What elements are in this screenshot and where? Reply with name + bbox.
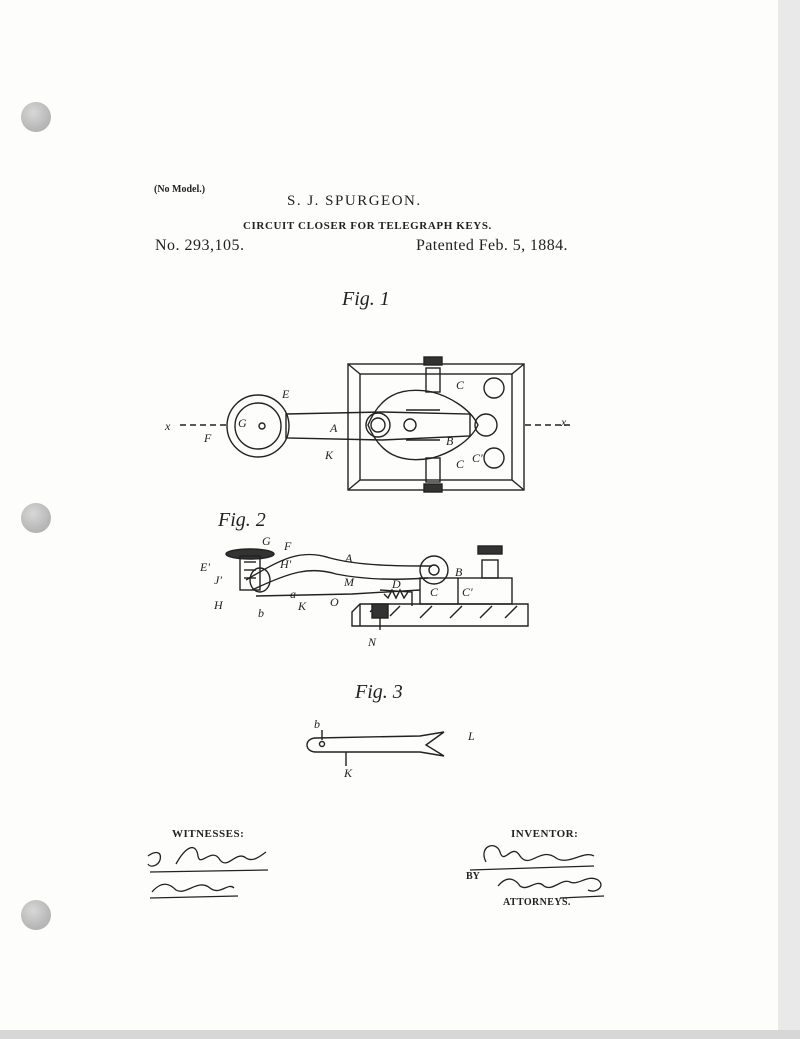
model-note: (No Model.) xyxy=(154,184,206,195)
patent-title: CIRCUIT CLOSER FOR TELEGRAPH KEYS. xyxy=(243,220,492,232)
label-F-fig2: F xyxy=(284,539,292,553)
label-D: D xyxy=(392,577,401,591)
witnesses-label: WITNESSES: xyxy=(172,828,245,840)
label-E-prime: E' xyxy=(200,560,210,574)
figure-2-drawing xyxy=(226,546,528,630)
figure-3-drawing xyxy=(307,730,444,766)
label-C-prime-fig2: C' xyxy=(462,585,473,599)
label-B-fig2: B xyxy=(455,565,463,579)
label-J-prime: J' xyxy=(214,573,222,587)
attorneys-label: ATTORNEYS. xyxy=(503,897,571,908)
label-H-prime: H' xyxy=(280,557,292,571)
label-E: E xyxy=(282,387,290,401)
label-L: L xyxy=(468,729,475,743)
witness-signatures xyxy=(148,848,268,898)
label-C-bottom: C xyxy=(456,457,465,471)
label-K-fig2: K xyxy=(298,599,307,613)
figure-3-caption: Fig. 3 xyxy=(355,681,403,703)
label-b-fig2: b xyxy=(258,606,264,620)
label-G: G xyxy=(238,416,247,430)
label-G-fig2: G xyxy=(262,534,271,548)
figure-1-caption: Fig. 1 xyxy=(342,288,390,310)
by-label: BY xyxy=(466,871,480,882)
label-C-top: C xyxy=(456,378,465,392)
label-B: B xyxy=(446,434,454,448)
label-H: H xyxy=(214,598,223,612)
label-C-prime: C' xyxy=(472,451,483,465)
label-b-fig3: b xyxy=(314,717,320,731)
label-A: A xyxy=(330,421,338,435)
label-C-fig2: C xyxy=(430,585,439,599)
figure-3-labels xyxy=(314,717,475,780)
label-M: M xyxy=(344,575,354,589)
label-K-fig3: K xyxy=(344,766,353,780)
label-A-fig2: A xyxy=(345,551,353,565)
label-K: K xyxy=(325,448,334,462)
label-a: a xyxy=(290,587,296,601)
figure-2-caption: Fig. 2 xyxy=(218,509,266,531)
inventor-name: S. J. SPURGEON. xyxy=(287,193,422,209)
label-N: N xyxy=(368,635,377,649)
label-x-left: x xyxy=(165,419,171,433)
inventor-label: INVENTOR: xyxy=(511,828,579,840)
patent-number: No. 293,105. xyxy=(155,237,245,254)
label-F: F xyxy=(204,431,212,445)
patent-date: Patented Feb. 5, 1884. xyxy=(416,237,568,254)
label-O: O xyxy=(330,595,339,609)
inventor-signature xyxy=(470,846,604,898)
label-x-right: x xyxy=(561,415,567,429)
